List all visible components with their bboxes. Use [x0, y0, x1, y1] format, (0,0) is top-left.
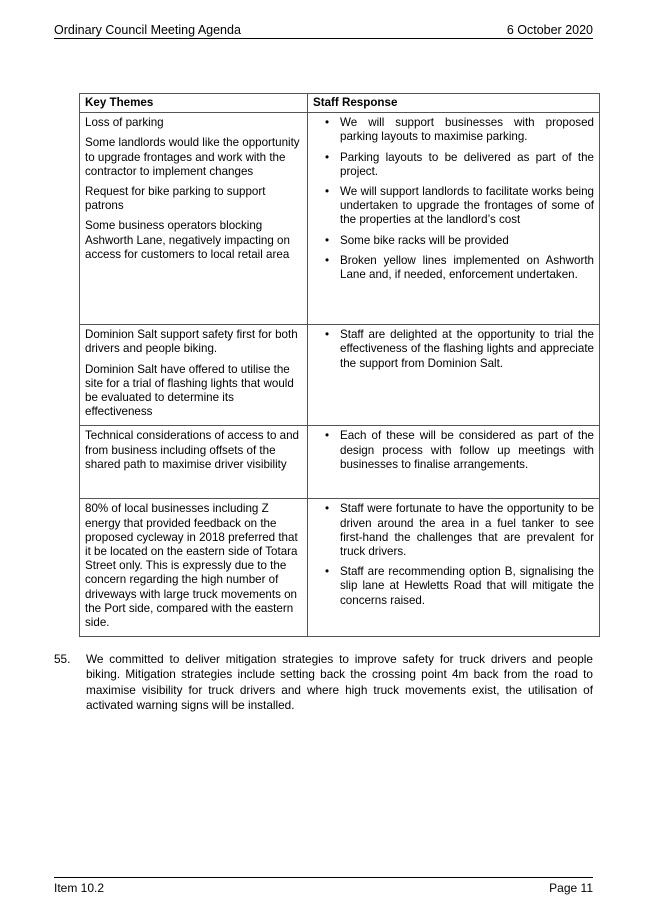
- staff-response-cell: [308, 325, 600, 426]
- bullet-icon: •: [325, 150, 330, 164]
- response-text: Staff are recommending option B, signalising the slip lane at Hewletts Road that will mitigate the concerns raised.: [340, 565, 594, 607]
- response-list: [313, 502, 594, 607]
- list-item: [313, 234, 594, 248]
- key-themes-cell: [80, 113, 308, 325]
- bullet-icon: •: [325, 185, 330, 199]
- theme-text: Dominion Salt have offered to utilise the site for a trial of flashing lights that would be evaluated to determine its effectiveness: [85, 362, 294, 419]
- list-item: [313, 116, 594, 144]
- response-text: Staff were fortunate to have the opportunity to be driven around the area in a fuel tanker to see first-hand the challenges that are prevalent for truck drivers.: [340, 502, 594, 559]
- response-list: [313, 429, 594, 472]
- bullet-icon: •: [325, 253, 330, 267]
- response-text: Each of these will be considered as part of the design process with follow up meetings with businesses to finalise arrangements.: [340, 429, 594, 471]
- bullet-icon: •: [325, 429, 330, 443]
- response-text: Parking layouts to be delivered as part of the project.: [340, 150, 594, 178]
- theme-text: 80% of local businesses including Z energy that provided feedback on the proposed cycleway in 2018 preferred that it be located on the eastern side of Totara Street only. This is expressly due to the concern regarding the high number of driveways with large truck movements on the Port side, compared with the eastern side.: [85, 502, 298, 630]
- list-item: [313, 151, 594, 179]
- theme-text: Loss of parking: [85, 116, 164, 130]
- list-item: [313, 254, 594, 282]
- header-title: Ordinary Council Meeting Agenda: [54, 23, 241, 37]
- bullet-icon: •: [325, 502, 330, 516]
- list-item: [313, 328, 594, 371]
- key-themes-cell: [80, 426, 308, 499]
- theme-text: Dominion Salt support safety first for both drivers and people biking.: [85, 328, 298, 356]
- bullet-icon: •: [325, 233, 330, 247]
- staff-response-cell: [308, 113, 600, 325]
- response-text: We will support landlords to facilitate works being undertaken to upgrade the frontages of some of the properties at the landlord’s cost: [340, 185, 594, 227]
- header-date: 6 October 2020: [506, 23, 593, 37]
- response-list: [313, 328, 594, 371]
- paragraph-number: 55.: [54, 652, 71, 666]
- table-row: [80, 325, 600, 426]
- response-text: We will support businesses with proposed parking layouts to maximise parking.: [340, 116, 594, 144]
- footer-item: Item 10.2: [54, 881, 105, 895]
- footer-page-number: Page 11: [549, 881, 593, 895]
- table-row: [80, 499, 600, 637]
- key-themes-cell: [80, 499, 308, 637]
- bullet-icon: •: [325, 328, 330, 342]
- theme-text: Some landlords would like the opportunity to upgrade frontages and work with the contractor to implement changes: [85, 136, 300, 178]
- theme-text: Some business operators blocking Ashworth Lane, negatively impacting on access for customers to local retail area: [85, 219, 290, 261]
- response-text: Some bike racks will be provided: [340, 233, 509, 247]
- response-text: Broken yellow lines implemented on Ashworth Lane and, if needed, enforcement undertaken.: [340, 253, 594, 282]
- list-item: [313, 502, 594, 559]
- page-header: [54, 18, 593, 39]
- staff-response-cell: [308, 426, 600, 499]
- key-themes-table: [79, 93, 600, 637]
- staff-response-cell: [308, 499, 600, 637]
- page-footer: [54, 877, 593, 895]
- column-header-staff-response: Staff Response: [308, 94, 600, 113]
- table-header-row: [80, 94, 600, 113]
- bullet-icon: •: [325, 565, 330, 579]
- column-header-key-themes: Key Themes: [80, 94, 308, 113]
- response-list: [313, 116, 594, 282]
- theme-text: Technical considerations of access to and from business including offsets of the shared path to maximise driver visibility: [85, 429, 299, 471]
- theme-text: Request for bike parking to support patrons: [85, 185, 266, 213]
- paragraph-text: We committed to deliver mitigation strategies to improve safety for truck drivers and people biking. Mitigation strategies include setting back the crossing point 4m back from the road to maximise visibility for truck drivers and where high truck movements exist, the utilisation of activated warning signs will be installed.: [86, 652, 593, 712]
- table-row: [80, 113, 600, 325]
- response-text: Staff are delighted at the opportunity to trial the effectiveness of the flashing lights and appreciate the support from Dominion Salt.: [340, 328, 594, 370]
- table-row: [80, 426, 600, 499]
- list-item: [313, 185, 594, 228]
- numbered-paragraph: [54, 652, 593, 713]
- list-item: [313, 565, 594, 608]
- key-themes-cell: [80, 325, 308, 426]
- list-item: [313, 429, 594, 472]
- bullet-icon: •: [325, 116, 330, 130]
